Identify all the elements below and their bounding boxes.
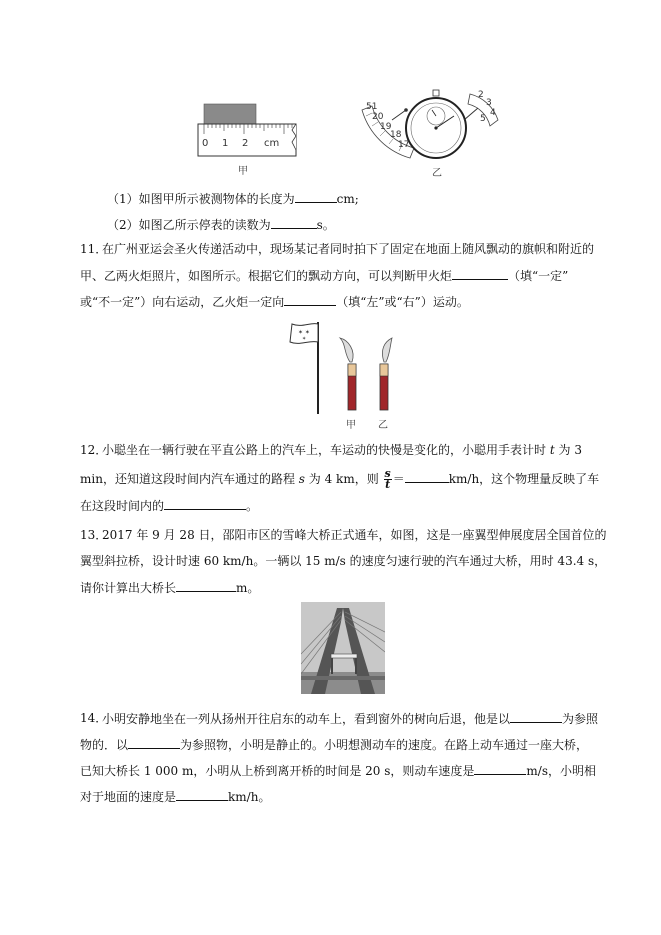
q10-part2: （2）如图乙所示停表的读数为 s。	[107, 218, 335, 232]
svg-text:✶ ✶: ✶ ✶	[298, 329, 310, 336]
outer-scale-19: 19	[380, 122, 392, 132]
svg-text:✶: ✶	[302, 336, 307, 342]
outer-pointer	[392, 110, 406, 120]
q11-line-2: 甲、乙两火炬照片，如图所示。根据它们的飘动方向，可以判断甲火炬 （填“一定”	[80, 269, 569, 283]
torch-label-yi: 乙	[378, 420, 388, 431]
q10-part1: （1）如图甲所示被测物体的长度为 cm;	[107, 192, 359, 206]
q11-blank-1	[452, 267, 508, 280]
ruler-svg	[196, 100, 300, 160]
q14-line-3: 已知大桥长 1 000 m，小明从上桥到离开桥的时间是 20 s，则动车速度是 m/s，小明相	[80, 764, 597, 778]
bridge-photo	[301, 602, 385, 694]
q14-line-1: 小明安静地坐在一列从扬州开往启东的动车上，看到窗外的树向后退，他是以 为参照	[102, 712, 599, 726]
q12-line-3: 在这段时间内的 。	[80, 499, 259, 513]
q14-blank-1	[510, 710, 562, 723]
q13-number: 13．	[80, 528, 108, 542]
torch-left-flame	[340, 338, 353, 362]
q14-blank-2	[128, 736, 180, 749]
q14-blank-3	[474, 762, 526, 775]
q11-number: 11．	[80, 242, 108, 256]
measured-block	[204, 104, 256, 124]
q12-blank-2	[164, 497, 246, 510]
q14-line-2: 物的．以 为参照物，小明是静止的。小明想测动车的速度。在路上动车通过一座大桥，	[80, 738, 589, 752]
stopwatch-figure	[352, 86, 502, 178]
q13-blank-1	[176, 579, 236, 592]
q11-line-1: 在广州亚运会圣火传递活动中，现场某记者同时拍下了固定在地面上随风飘动的旗帜和附近的	[102, 242, 595, 256]
outer-scale-17: 17	[398, 140, 410, 150]
q11-blank-2	[284, 293, 336, 306]
q10-blank-1	[295, 190, 337, 203]
stopwatch-caption: 乙	[432, 168, 442, 179]
outer-pointer-tip	[404, 108, 408, 112]
q13-line-2: 翼型斜拉桥，设计时速 60 km/h。一辆以 15 m/s 的速度匀速行驶的汽车通过大桥，用时 43.4 s，	[80, 554, 607, 568]
torch-label-jia: 甲	[346, 420, 356, 431]
ruler-tick-1: 1	[222, 138, 229, 149]
sub-scale-2: 2	[478, 90, 484, 100]
sub-scale-5: 5	[480, 114, 486, 124]
bridge-deck	[301, 676, 385, 680]
dial-center	[434, 126, 437, 129]
torch-left-top	[348, 364, 356, 376]
torch-figure	[286, 318, 406, 430]
ruler-tick-2: 2	[242, 138, 249, 149]
q12-line-2: min，还知道这段时间内汽车通过的路程 s 为 4 km，则 $\frac{s}{t}$ ＝ km/h，这个物理量反映了车	[80, 467, 600, 491]
ruler-figure	[196, 100, 300, 176]
q11-line-3: 或“不一定”）向右运动，乙火炬一定向 （填“左”或“右”）运动。	[80, 295, 469, 309]
q13-line-1: 2017 年 9 月 28 日，邵阳市区的雪峰大桥正式通车，如图，这是一座翼型伸展度居全国首位的	[102, 528, 607, 542]
torch-right-flame	[382, 338, 392, 362]
q13-line-3: 请你计算出大桥长 m。	[80, 581, 260, 595]
q12-number: 12．	[80, 443, 108, 457]
outer-scale-18: 18	[390, 130, 402, 140]
ruler-unit: cm	[264, 138, 280, 149]
ruler-tick-0: 0	[202, 138, 209, 149]
q14-blank-4	[176, 788, 228, 801]
sub-scale-3: 3	[486, 98, 492, 108]
q14-line-4: 对于地面的速度是 km/h。	[80, 790, 271, 804]
bridge-svg	[301, 602, 385, 694]
q12-blank-1	[405, 470, 449, 483]
bridge-sign	[331, 654, 357, 658]
ruler-caption: 甲	[238, 166, 248, 177]
sub-scale-4: 4	[490, 108, 496, 118]
outer-scale-51: 51	[366, 102, 378, 112]
q10-blank-2	[271, 216, 317, 229]
sub-pointer	[464, 108, 478, 120]
s-over-t-fraction: $\frac{s}{t}$	[384, 467, 391, 491]
crown-button	[433, 90, 439, 96]
torch-svg	[286, 318, 406, 418]
outer-scale-20: 20	[372, 112, 384, 122]
q12-line-1: 小聪坐在一辆行驶在平直公路上的汽车上，车运动的快慢是变化的，小聪用手表计时 t 为 3	[102, 443, 582, 457]
q14-number: 14．	[80, 711, 108, 725]
torch-right-top	[380, 364, 388, 376]
